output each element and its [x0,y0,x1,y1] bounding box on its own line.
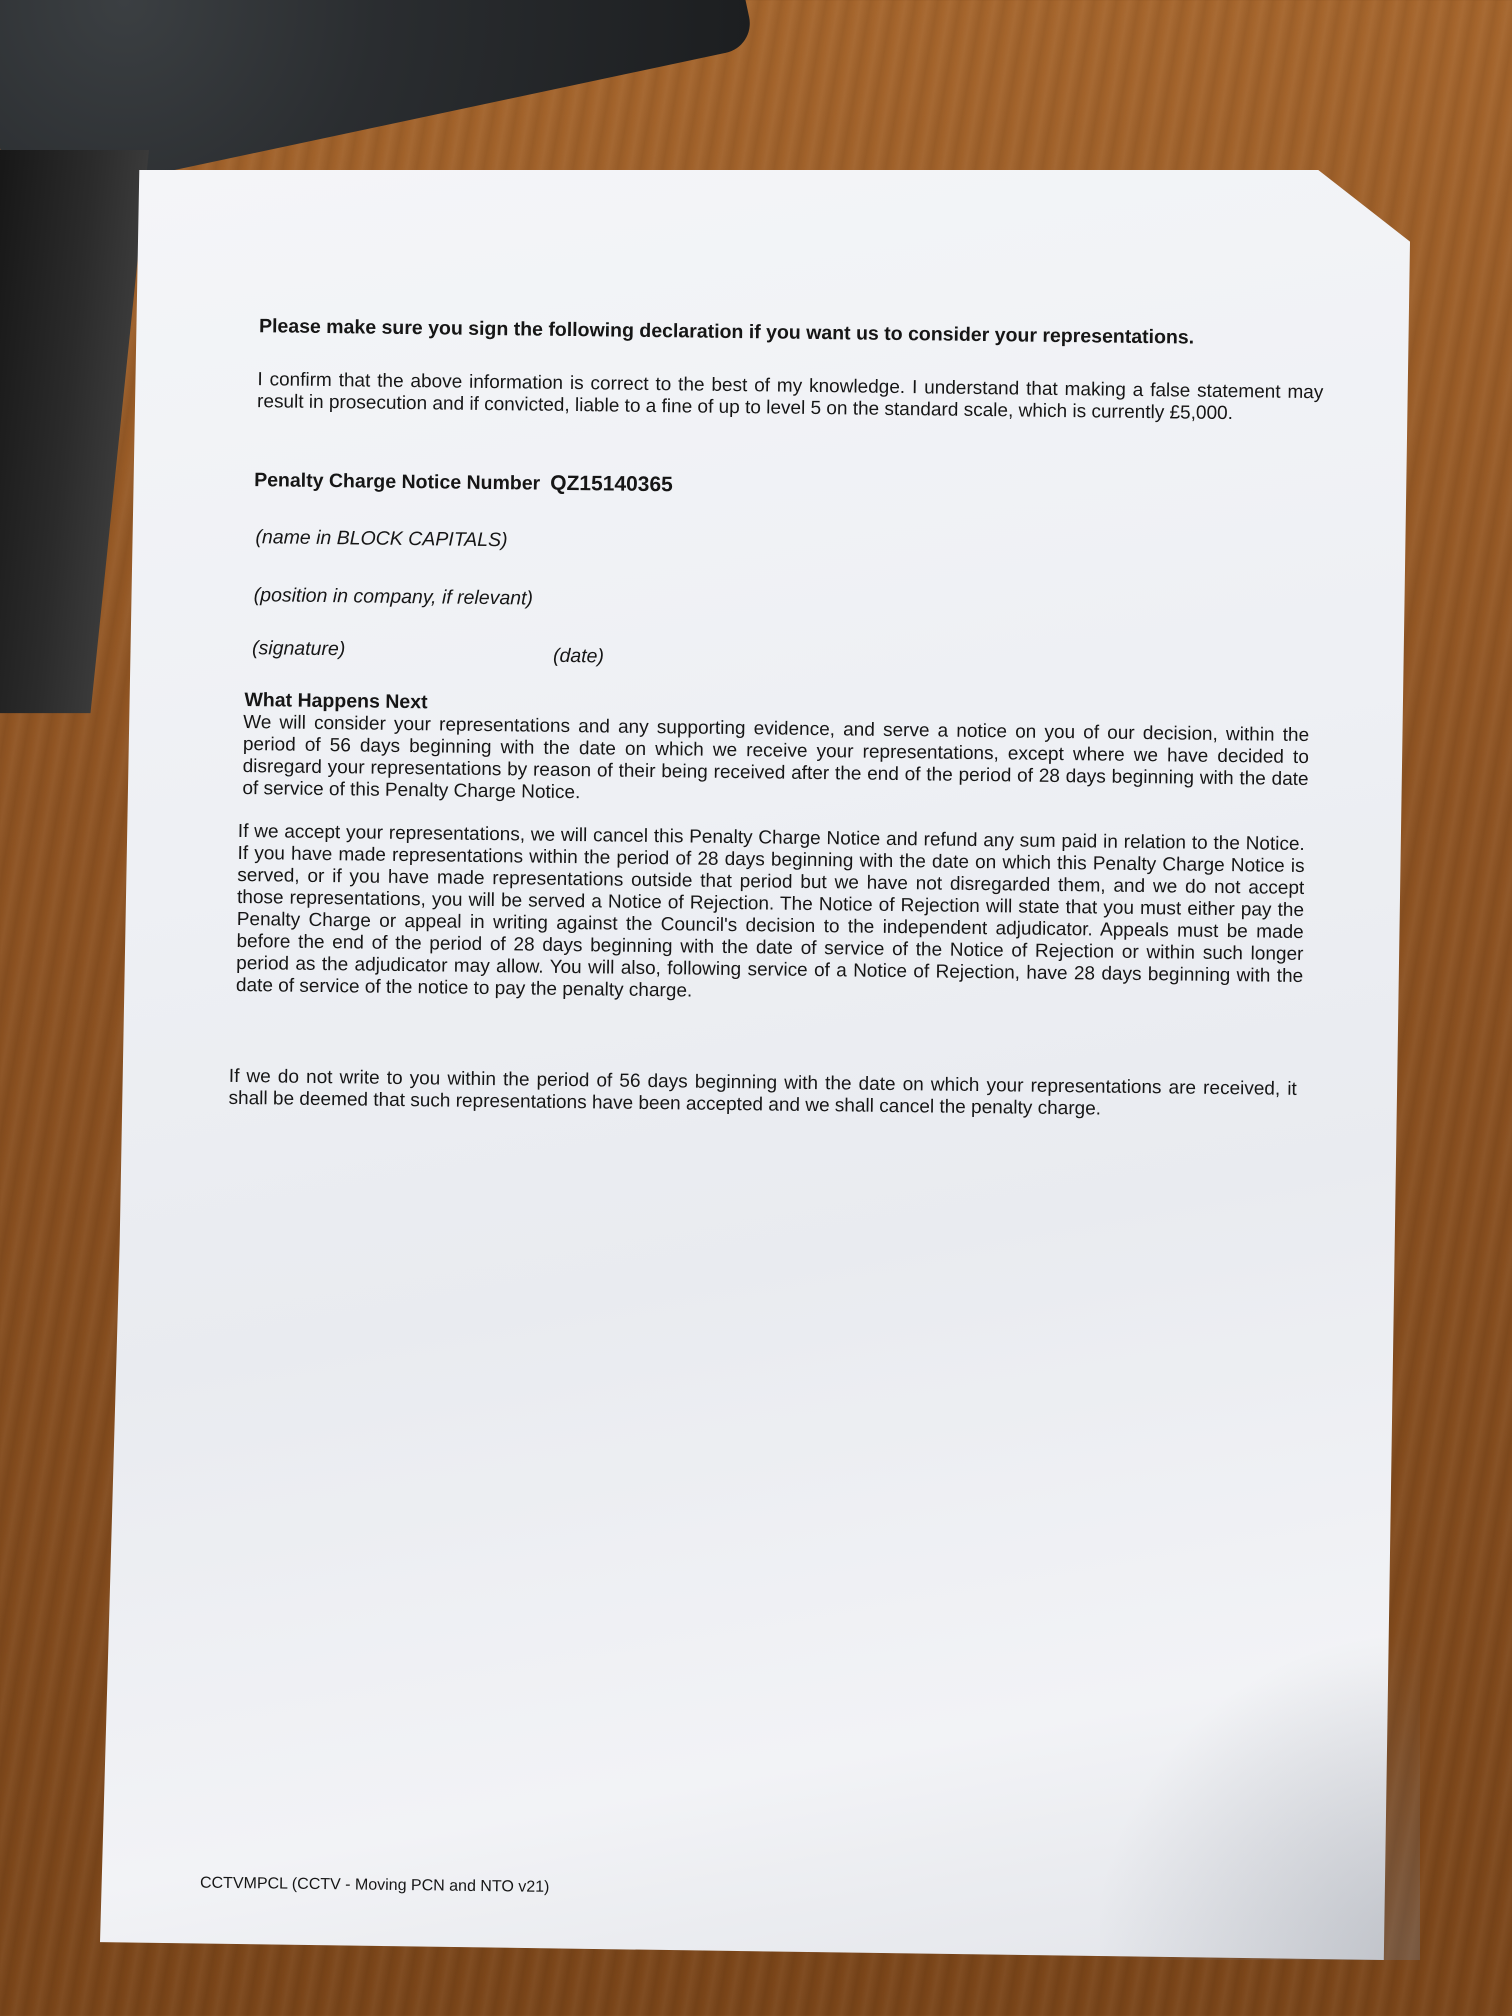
date-field-label: (date) [552,644,605,668]
pcn-line [254,469,673,496]
name-field-label: (name in BLOCK CAPITALS) [255,526,508,552]
signature-field-label: (signature) [251,637,346,661]
next-paragraph-1: We will consider your representations and any supporting evidence, and serve a notice on you of our decision, within the period of 56 days beginning with the date on which we receive your representations, except where we have decided to disregard your representations by reason of their being received after the end of the period of 28 days beginning with the date of service of this Penalty Charge Notice. [242,712,1310,804]
pcn-number: QZ15140365 [550,471,673,497]
pcn-label: Penalty Charge Notice Number [254,469,541,495]
declaration-heading: Please make sure you sign the following declaration if you want us to consider your representations. [258,315,1195,349]
footer-form-code: CCTVMPCL (CCTV - Moving PCN and NTO v21) [199,1874,550,1896]
next-paragraph-3: If we do not write to you within the period of 56 days beginning with the date on which your representations are received, it shall be deemed that such representations have been accepted and we shall cancel the penalty charge. [228,1065,1297,1120]
next-paragraph-2: If we accept your representations, we will cancel this Penalty Charge Notice and refund any sum paid in relation to the Notice. If you have made representations within the period of 28 days beginning with the date on which this Penalty Charge Notice is served, or if you have made representations outside that period but we have not disregarded them, and we do not accept those representations, you will be served a Notice of Rejection. The Notice of Rejection will state that you must either pay the Penalty Charge or appeal in writing against the Council's decision to the independent adjudicator. Appeals must be made before the end of the period of 28 days beginning with the date of service of the Notice of Rejection or within such longer period as the adjudicator may allow. You will also, following service of a Notice of Rejection, have 28 days beginning with the date of service of the notice to pay the penalty charge. [235,820,1305,1002]
position-field-label: (position in company, if relevant) [253,584,534,610]
declaration-text: I confirm that the above information is correct to the best of my knowledge. I understand that making a false statement may result in prosecution and if convicted, liable to a fine of up to level 5 on the standard scale, which is currently £5,000. [256,369,1324,425]
what-happens-next-heading: What Happens Next [244,689,428,714]
